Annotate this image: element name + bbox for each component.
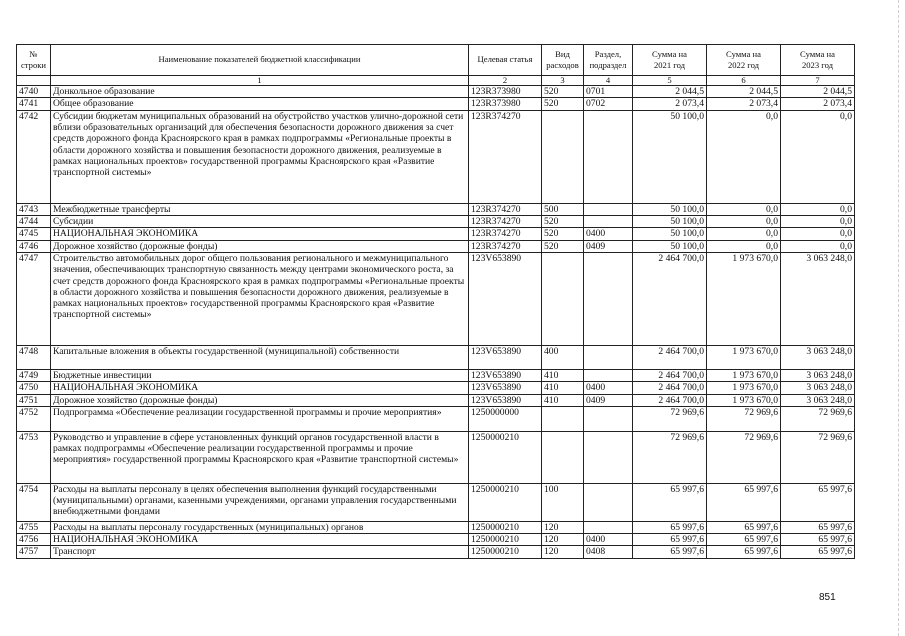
sum-2021-cell: 50 100,0 — [633, 203, 707, 215]
expense-type-cell — [542, 431, 584, 483]
expense-type-cell: 410 — [542, 394, 584, 406]
section-cell: 0400 — [584, 534, 633, 546]
sum-2021-cell: 65 997,6 — [633, 521, 707, 533]
sum-2023-cell: 2 044,5 — [781, 86, 855, 98]
row-number-cell: 4743 — [17, 203, 51, 215]
header-target-article: Целевая статья — [469, 45, 542, 76]
sum-2022-cell: 1 973 670,0 — [707, 345, 781, 369]
indicator-name-cell: Транспорт — [51, 546, 469, 558]
sum-2023-cell: 3 063 248,0 — [781, 252, 855, 345]
row-number-cell: 4742 — [17, 110, 51, 203]
indicator-name-cell: Субсидии бюджетам муниципальных образований на обустройство участков улично-дорожной сети вблизи образовательных организаций для обеспечения безопасности дорожного движения за счет средств дорожного фонда Красноярского края в рамках подпрограммы «Региональные проекты в области дорожного хозяйства и повышения безопасности дорожного движения, реализуемые в рамках национальных проектов» государственной программы Красноярского края «Развитие транспортной системы» — [51, 110, 469, 203]
section-cell: 0702 — [584, 98, 633, 110]
sum-2022-cell: 65 997,6 — [707, 521, 781, 533]
sum-2021-cell: 50 100,0 — [633, 228, 707, 240]
sum-2022-cell: 1 973 670,0 — [707, 394, 781, 406]
row-number-cell: 4748 — [17, 345, 51, 369]
row-number-cell: 4741 — [17, 98, 51, 110]
sum-2023-cell: 0,0 — [781, 240, 855, 252]
row-number-cell: 4746 — [17, 240, 51, 252]
target-article-cell: 123R374270 — [469, 228, 542, 240]
target-article-cell: 123R373980 — [469, 98, 542, 110]
expense-type-cell: 410 — [542, 382, 584, 394]
table-row — [17, 228, 855, 240]
target-article-cell: 1250000000 — [469, 406, 542, 431]
section-cell: 0400 — [584, 382, 633, 394]
table-row — [17, 240, 855, 252]
sum-2021-cell: 50 100,0 — [633, 215, 707, 227]
expense-type-cell: 520 — [542, 228, 584, 240]
sum-2021-cell: 2 464 700,0 — [633, 369, 707, 381]
column-number: 2 — [469, 76, 542, 86]
sum-2023-cell: 0,0 — [781, 203, 855, 215]
sum-2021-cell: 2 464 700,0 — [633, 252, 707, 345]
column-number: 4 — [584, 76, 633, 86]
column-number: 1 — [51, 76, 469, 86]
indicator-name-cell: Дорожное хозяйство (дорожные фонды) — [51, 394, 469, 406]
section-cell: 0409 — [584, 240, 633, 252]
header-sum-2021: Сумма на 2021 год — [633, 45, 707, 76]
sum-2021-cell: 65 997,6 — [633, 534, 707, 546]
sum-2022-cell: 72 969,6 — [707, 406, 781, 431]
expense-type-cell: 100 — [542, 483, 584, 521]
sum-2023-cell: 72 969,6 — [781, 431, 855, 483]
section-cell — [584, 431, 633, 483]
sum-2021-cell: 50 100,0 — [633, 110, 707, 203]
page-number: 851 — [819, 592, 836, 603]
sum-2022-cell: 0,0 — [707, 203, 781, 215]
expense-type-cell: 410 — [542, 369, 584, 381]
indicator-name-cell: Подпрограмма «Обеспечение реализации государственной программы и прочие мероприятия» — [51, 406, 469, 431]
target-article-cell: 123V653890 — [469, 394, 542, 406]
target-article-cell: 1250000210 — [469, 431, 542, 483]
indicator-name-cell: Дорожное хозяйство (дорожные фонды) — [51, 240, 469, 252]
table-row — [17, 382, 855, 394]
sum-2022-cell: 1 973 670,0 — [707, 382, 781, 394]
sum-2023-cell: 65 997,6 — [781, 521, 855, 533]
indicator-name-cell: Бюджетные инвестиции — [51, 369, 469, 381]
sum-2021-cell: 50 100,0 — [633, 240, 707, 252]
column-number — [17, 76, 51, 86]
target-article-cell: 1250000210 — [469, 534, 542, 546]
sum-2022-cell: 0,0 — [707, 215, 781, 227]
row-number-cell: 4747 — [17, 252, 51, 345]
table-row — [17, 431, 855, 483]
target-article-cell: 123V653890 — [469, 345, 542, 369]
sum-2022-cell: 0,0 — [707, 110, 781, 203]
section-cell: 0701 — [584, 86, 633, 98]
expense-type-cell — [542, 110, 584, 203]
target-article-cell: 123R374270 — [469, 110, 542, 203]
sum-2022-cell: 0,0 — [707, 240, 781, 252]
expense-type-cell: 520 — [542, 98, 584, 110]
scan-edge-line — [897, 0, 899, 636]
sum-2023-cell: 0,0 — [781, 215, 855, 227]
header-row-number: № строки — [17, 45, 51, 76]
sum-2021-cell: 72 969,6 — [633, 406, 707, 431]
expense-type-cell: 120 — [542, 534, 584, 546]
row-number-cell: 4752 — [17, 406, 51, 431]
sum-2023-cell: 3 063 248,0 — [781, 394, 855, 406]
section-cell: 0400 — [584, 228, 633, 240]
sum-2022-cell: 1 973 670,0 — [707, 369, 781, 381]
section-cell: 0409 — [584, 394, 633, 406]
sum-2022-cell: 65 997,6 — [707, 546, 781, 558]
row-number-cell: 4744 — [17, 215, 51, 227]
expense-type-cell: 520 — [542, 86, 584, 98]
sum-2021-cell: 2 073,4 — [633, 98, 707, 110]
sum-2021-cell: 2 464 700,0 — [633, 382, 707, 394]
expense-type-cell: 500 — [542, 203, 584, 215]
section-cell — [584, 406, 633, 431]
table-row — [17, 110, 855, 203]
sum-2021-cell: 2 044,5 — [633, 86, 707, 98]
column-number: 5 — [633, 76, 707, 86]
header-expense-type: Вид расходов — [542, 45, 584, 76]
section-cell — [584, 483, 633, 521]
sum-2023-cell: 65 997,6 — [781, 534, 855, 546]
budget-classification-table — [16, 44, 855, 559]
table-row — [17, 546, 855, 558]
sum-2021-cell: 2 464 700,0 — [633, 345, 707, 369]
table-row — [17, 86, 855, 98]
sum-2023-cell: 0,0 — [781, 228, 855, 240]
target-article-cell: 123R374270 — [469, 240, 542, 252]
table-row — [17, 521, 855, 533]
row-number-cell: 4749 — [17, 369, 51, 381]
sum-2022-cell: 1 973 670,0 — [707, 252, 781, 345]
target-article-cell: 123R373980 — [469, 86, 542, 98]
column-number: 7 — [781, 76, 855, 86]
target-article-cell: 1250000210 — [469, 521, 542, 533]
table-body — [17, 86, 855, 559]
expense-type-cell: 520 — [542, 215, 584, 227]
sum-2022-cell: 65 997,6 — [707, 534, 781, 546]
indicator-name-cell: Руководство и управление в сфере установленных функций органов государственной власти в рамках подпрограммы «Обеспечение реализации государственной программы и прочие мероприятия» государственной программы Красноярского края «Развитие транспортной системы» — [51, 431, 469, 483]
section-cell — [584, 345, 633, 369]
indicator-name-cell: Межбюджетные трансферты — [51, 203, 469, 215]
section-cell — [584, 252, 633, 345]
table-row — [17, 252, 855, 345]
row-number-cell: 4755 — [17, 521, 51, 533]
expense-type-cell — [542, 252, 584, 345]
target-article-cell: 123V653890 — [469, 252, 542, 345]
column-number: 3 — [542, 76, 584, 86]
section-cell — [584, 110, 633, 203]
sum-2023-cell: 3 063 248,0 — [781, 369, 855, 381]
sum-2021-cell: 72 969,6 — [633, 431, 707, 483]
indicator-name-cell: Расходы на выплаты персоналу государственных (муниципальных) органов — [51, 521, 469, 533]
sum-2022-cell: 2 073,4 — [707, 98, 781, 110]
section-cell — [584, 215, 633, 227]
indicator-name-cell: Капитальные вложения в объекты государственной (муниципальной) собственности — [51, 345, 469, 369]
section-cell: 0408 — [584, 546, 633, 558]
sum-2023-cell: 3 063 248,0 — [781, 345, 855, 369]
section-cell — [584, 521, 633, 533]
row-number-cell: 4756 — [17, 534, 51, 546]
sum-2021-cell: 65 997,6 — [633, 483, 707, 521]
section-cell — [584, 369, 633, 381]
header-sum-2023: Сумма на 2023 год — [781, 45, 855, 76]
expense-type-cell: 120 — [542, 546, 584, 558]
sum-2023-cell: 0,0 — [781, 110, 855, 203]
indicator-name-cell: НАЦИОНАЛЬНАЯ ЭКОНОМИКА — [51, 534, 469, 546]
row-number-cell: 4740 — [17, 86, 51, 98]
table-row — [17, 345, 855, 369]
sum-2023-cell: 65 997,6 — [781, 483, 855, 521]
column-number-row — [17, 76, 855, 86]
table-row — [17, 203, 855, 215]
sum-2023-cell: 72 969,6 — [781, 406, 855, 431]
target-article-cell: 1250000210 — [469, 483, 542, 521]
header-section: Раздел, подраздел — [584, 45, 633, 76]
target-article-cell: 123R374270 — [469, 215, 542, 227]
expense-type-cell: 520 — [542, 240, 584, 252]
table-row — [17, 406, 855, 431]
table-row — [17, 215, 855, 227]
row-number-cell: 4751 — [17, 394, 51, 406]
sum-2023-cell: 3 063 248,0 — [781, 382, 855, 394]
row-number-cell: 4757 — [17, 546, 51, 558]
row-number-cell: 4745 — [17, 228, 51, 240]
header-sum-2022: Сумма на 2022 год — [707, 45, 781, 76]
sum-2023-cell: 2 073,4 — [781, 98, 855, 110]
table-row — [17, 483, 855, 521]
header-indicator-name: Наименование показателей бюджетной классификации — [51, 45, 469, 76]
table-row — [17, 394, 855, 406]
target-article-cell: 123R374270 — [469, 203, 542, 215]
expense-type-cell: 120 — [542, 521, 584, 533]
expense-type-cell: 400 — [542, 345, 584, 369]
target-article-cell: 1250000210 — [469, 546, 542, 558]
row-number-cell: 4754 — [17, 483, 51, 521]
row-number-cell: 4750 — [17, 382, 51, 394]
target-article-cell: 123V653890 — [469, 382, 542, 394]
sum-2022-cell: 72 969,6 — [707, 431, 781, 483]
sum-2022-cell: 65 997,6 — [707, 483, 781, 521]
budget-document-page — [16, 44, 854, 559]
table-header-row — [17, 45, 855, 76]
expense-type-cell — [542, 406, 584, 431]
sum-2023-cell: 65 997,6 — [781, 546, 855, 558]
row-number-cell: 4753 — [17, 431, 51, 483]
indicator-name-cell: Донкольное образование — [51, 86, 469, 98]
sum-2021-cell: 65 997,6 — [633, 546, 707, 558]
indicator-name-cell: НАЦИОНАЛЬНАЯ ЭКОНОМИКА — [51, 228, 469, 240]
column-number: 6 — [707, 76, 781, 86]
sum-2022-cell: 0,0 — [707, 228, 781, 240]
indicator-name-cell: Строительство автомобильных дорог общего пользования регионального и межмуниципального значения, обеспечивающих транспортную связанность между центрами экономического роста, за счет средств дорожного фонда Красноярского края в рамках подпрограммы «Региональные проекты в области дорожного хозяйства и повышения безопасности дорожного движения, реализуемые в рамках национальных проектов» государственной программы Красноярского края «Развитие транспортной системы» — [51, 252, 469, 345]
indicator-name-cell: НАЦИОНАЛЬНАЯ ЭКОНОМИКА — [51, 382, 469, 394]
indicator-name-cell: Субсидии — [51, 215, 469, 227]
section-cell — [584, 203, 633, 215]
sum-2021-cell: 2 464 700,0 — [633, 394, 707, 406]
table-row — [17, 369, 855, 381]
table-row — [17, 534, 855, 546]
indicator-name-cell: Расходы на выплаты персоналу в целях обеспечения выполнения функций государственными (муниципальными) органами, казенными учреждениями, органами управления государственными внебюджетными фондами — [51, 483, 469, 521]
indicator-name-cell: Общее образование — [51, 98, 469, 110]
table-row — [17, 98, 855, 110]
target-article-cell: 123V653890 — [469, 369, 542, 381]
sum-2022-cell: 2 044,5 — [707, 86, 781, 98]
